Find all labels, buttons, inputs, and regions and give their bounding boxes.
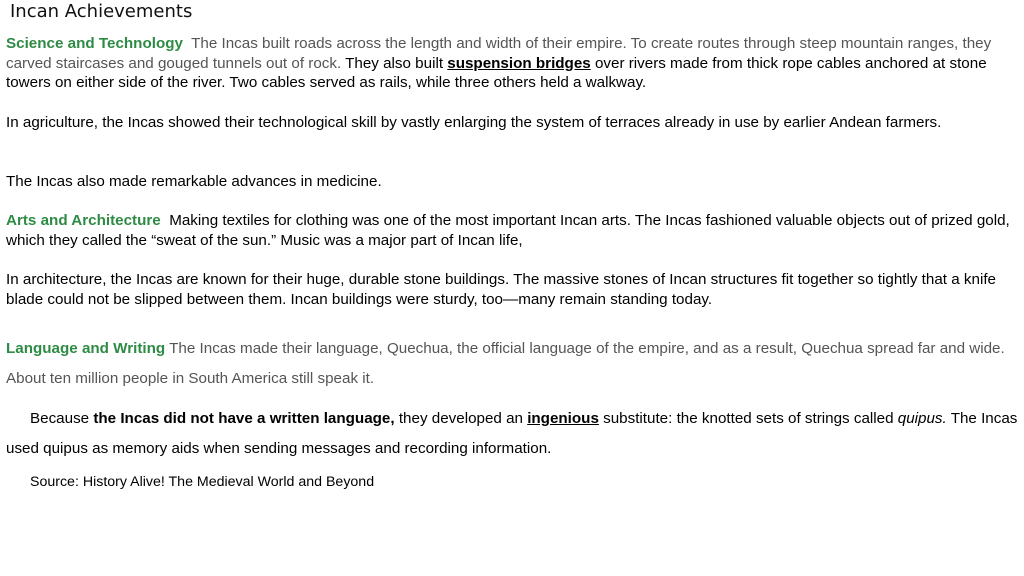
arts-text: Making textiles for clothing was one of the most important Incan arts. The Incas fashioned valuable objects out of prized gold, which they called the “sweat of the sun.” Music was a major part of Incan life, <box>6 212 1010 249</box>
writing-paragraph <box>6 404 1018 464</box>
science-paragraph <box>6 34 1018 93</box>
writing-mid: they developed an <box>394 410 528 427</box>
architecture-paragraph: In architecture, the Incas are known for their huge, durable stone buildings. The massive stones of Incan structures fit together so tightly that a knife blade could not be slipped between them. Incan buildings were sturdy, too—many remain standing today. <box>6 271 996 308</box>
science-text-intro: The Incas built roads across the length and width of their empire. To create routes through steep mountain ranges, they carved staircases and gouged tunnels out of rock. <box>6 35 992 72</box>
language-paragraph <box>6 334 1018 394</box>
writing-bold: the Incas did not have a written language, <box>93 410 395 427</box>
science-heading: Science and Technology <box>6 35 183 52</box>
science-text-bridges-lead: They also built <box>341 54 448 72</box>
page-title: Incan Achievements <box>10 1 193 22</box>
suspension-bridges-term: suspension bridges <box>447 54 591 72</box>
language-text: The Incas made their language, Quechua, the official language of the empire, and as a result, Quechua spread far and wide. About ten million people in South America still speak it. <box>6 340 1005 387</box>
language-heading: Language and Writing <box>6 340 166 357</box>
science-text-bridges: over rivers made from thick rope cables anchored at stone towers on either side of the river. Two cables served as rails, while three others held a walkway. <box>6 54 987 92</box>
arts-heading: Arts and Architecture <box>6 212 161 229</box>
writing-end: The Incas used quipus as memory aids when sending messages and recording information. <box>6 410 1018 457</box>
source-citation: Source: History Alive! The Medieval World and Beyond <box>30 474 375 490</box>
medicine-paragraph: The Incas also made remarkable advances in medicine. <box>6 173 382 190</box>
writing-intro: Because <box>30 410 94 427</box>
ingenious-term: ingenious <box>527 410 599 427</box>
agriculture-paragraph: In agriculture, the Incas showed their technological skill by vastly enlarging the system of terraces already in use by earlier Andean farmers. <box>6 114 942 131</box>
writing-rest: substitute: the knotted sets of strings called <box>598 410 898 427</box>
quipus-term: quipus. <box>897 410 947 427</box>
arts-paragraph <box>6 211 1018 250</box>
